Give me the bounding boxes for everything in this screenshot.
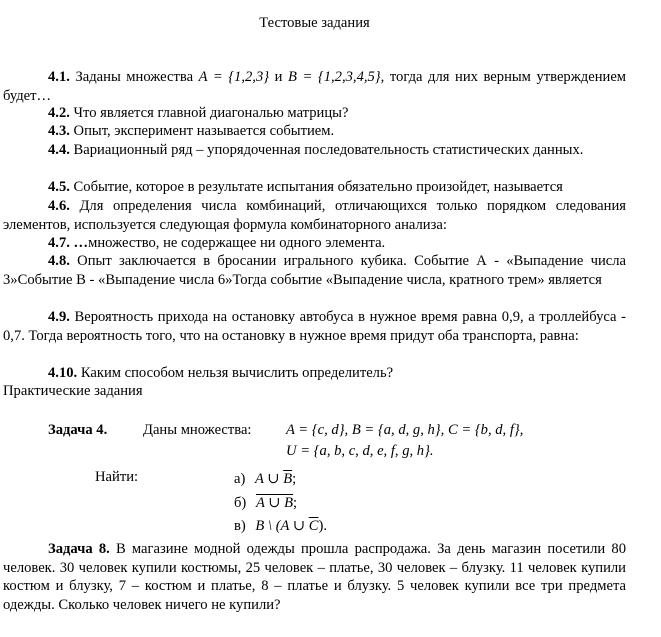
test-num: 4.10.: [48, 365, 78, 381]
test-item-4-9: [3, 308, 626, 345]
task-label: Задача 4.: [48, 422, 108, 438]
test-num: 4.4.: [48, 142, 70, 158]
test-text: Опыт заключается в бросании игрального кубика. Событие А - «Выпадение числа 3»Событие В - «Выпадение числа 6»Тогда событие «Выпадение числа, кратного трем» является: [3, 253, 626, 288]
test-text: и: [274, 69, 283, 85]
page-title: Тестовые задания: [259, 15, 370, 31]
find-item-a: [234, 470, 296, 488]
test-item-4-5: [3, 178, 626, 197]
test-text: Вероятность прихода на остановку автобуса в нужное время равна 0,9, а троллейбуса - 0,7. Тогда вероятность того, что на остановку в нужное время придут оба транспорта, равна:: [3, 309, 626, 344]
test-text: Что является главной диагональю матрицы?: [73, 105, 349, 121]
task-text: В магазине модной одежды прошла распродажа. За день магазин посетили 80 человек. 30 человек купили костюмы, 25 человек – платье, 30 человек – блузку. 11 человек купили костюм и блузку, 7 – костюм и платье, 8 – платье и блузку. 5 человек купили все три предмета одежды. Сколько человек ничего не купили?: [3, 541, 626, 613]
find-item-c: [234, 517, 327, 535]
test-num: 4.8.: [48, 253, 70, 269]
test-num: 4.5.: [48, 179, 70, 195]
item-end: ).: [318, 518, 327, 534]
test-item-4-7: [3, 234, 626, 253]
test-num: 4.9.: [48, 309, 70, 325]
sets-line-1: A = {c, d}, B = {a, d, g, h}, C = {b, d, f},: [286, 422, 524, 438]
item-end: ;: [293, 495, 298, 511]
find-item-b: [234, 494, 297, 512]
item-expr: A ∪: [255, 471, 284, 487]
test-text: Для определения числа комбинаций, отличающихся только порядком следования элементов, используется следующая формула комбинаторного анализа:: [3, 198, 626, 233]
task-label: Задача 8.: [48, 541, 110, 557]
test-item-4-6: [3, 197, 626, 234]
sets-line-2: U = {a, b, c, d, e, f, g, h}.: [286, 443, 434, 459]
item-end: ;: [292, 471, 297, 487]
test-num: 4.6.: [48, 198, 70, 214]
set-b-formula: B = {1,2,3,4,5}: [288, 69, 381, 85]
find-label: Найти:: [95, 469, 139, 485]
test-text: Событие, которое в результате испытания обязательно произойдет, называется: [73, 179, 563, 195]
complement-b: $\overline{B}$: [283, 471, 293, 487]
item-label: в): [234, 518, 246, 534]
test-text: Заданы множества: [75, 69, 194, 85]
task-given: Даны множества:: [143, 422, 252, 438]
test-num: 4.1.: [48, 69, 70, 85]
set-a-formula: A = {1,2,3}: [198, 69, 270, 85]
test-item-4-1: [3, 64, 627, 104]
test-text: Опыт, эксперимент называется событием.: [73, 123, 335, 139]
item-expr: B \ (A ∪: [255, 518, 309, 534]
item-label: а): [234, 471, 246, 487]
test-item-4-10: [3, 364, 626, 383]
test-item-4-4: [3, 141, 626, 160]
test-num: 4.2.: [48, 105, 70, 121]
complement-c: $\overline{C}$: [308, 518, 319, 534]
test-num: 4.7. …: [48, 235, 89, 251]
test-text: , тогда для них верным утверждением будет…: [3, 69, 627, 104]
practical-title: Практические задания: [3, 383, 143, 399]
test-text: Каким способом нельзя вычислить определитель?: [80, 365, 394, 381]
test-text: Вариационный ряд – упорядоченная последовательность статистических данных.: [73, 142, 584, 158]
test-item-4-3: [3, 122, 626, 141]
test-num: 4.3.: [48, 123, 70, 139]
complement-union: A ∪ B: [255, 495, 294, 511]
task-8: [3, 540, 626, 614]
test-item-4-2: [3, 104, 626, 123]
item-label: б): [234, 495, 247, 511]
test-text: множество, не содержащее ни одного элемента.: [88, 235, 386, 251]
test-item-4-8: [3, 252, 626, 289]
